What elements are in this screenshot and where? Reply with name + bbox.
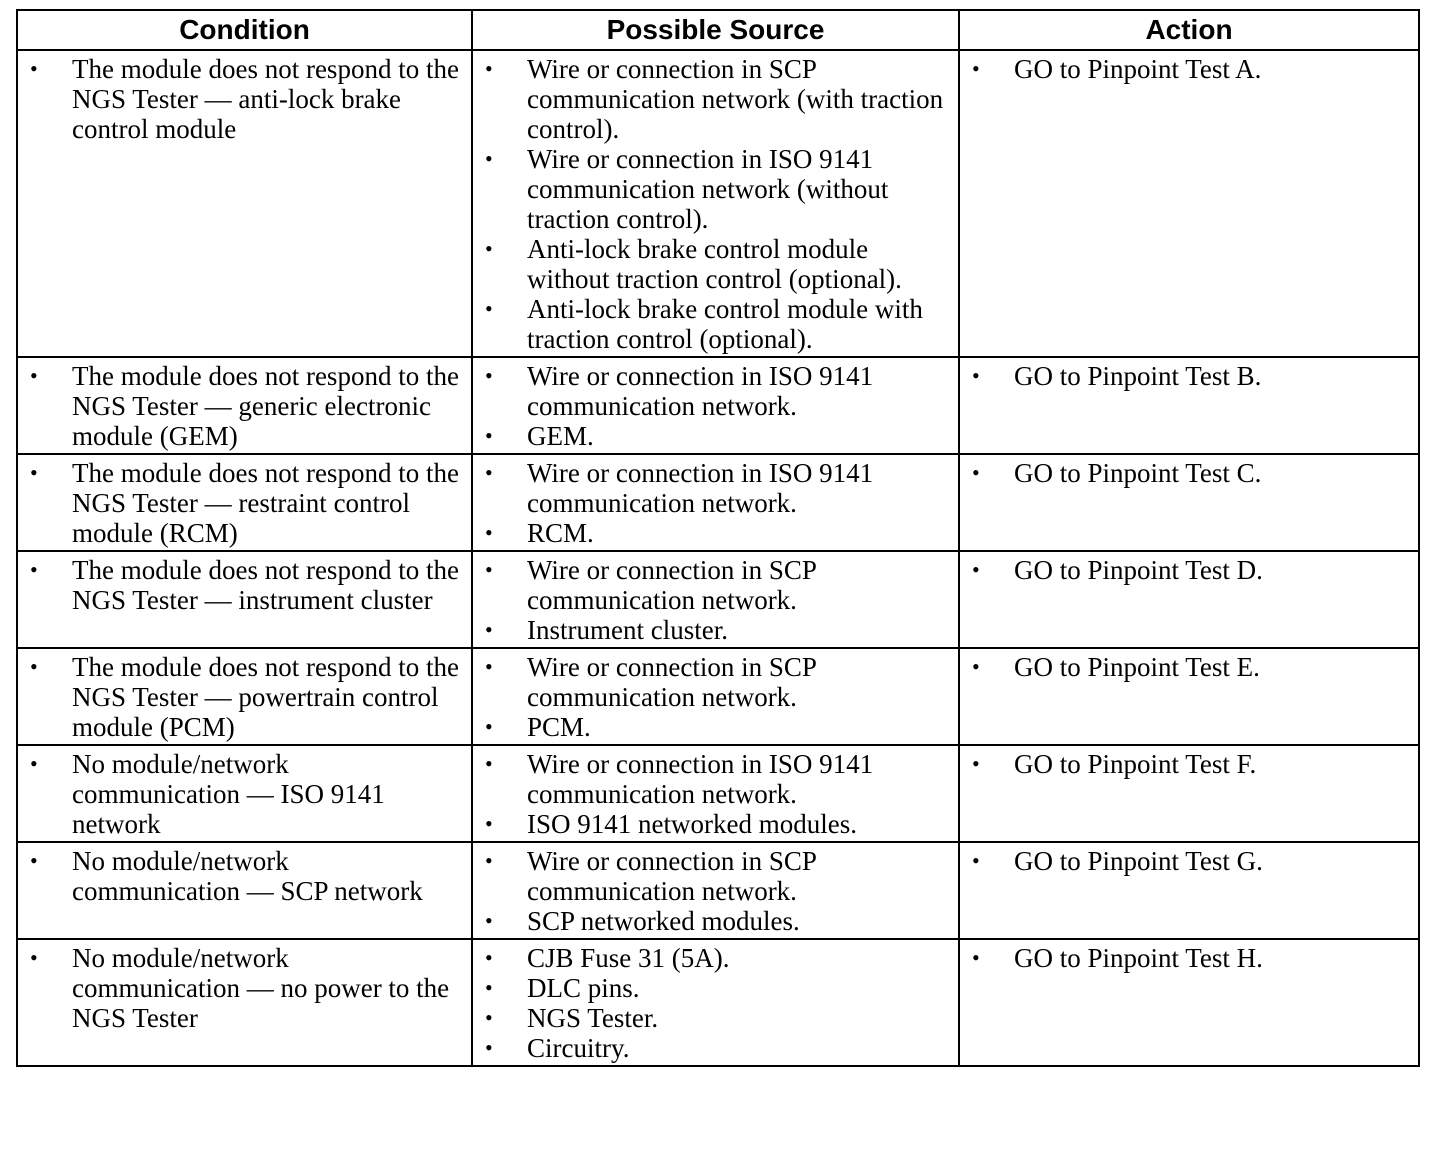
source-item: • Wire or connection in ISO 9141 communication network. (481, 458, 950, 518)
action-item: • GO to Pinpoint Test B. (968, 361, 1410, 391)
bullet-list (26, 361, 463, 451)
source-item: • Wire or connection in ISO 9141 communication network (without traction control). (481, 144, 950, 234)
bullet-list (26, 54, 463, 144)
source-item: • Anti-lock brake control module without traction control (optional). (481, 234, 950, 294)
condition-item: • The module does not respond to the NGS Tester — instrument cluster (26, 555, 463, 615)
action-cell (959, 454, 1419, 551)
source-item: • Instrument cluster. (481, 615, 950, 645)
bullet-list (968, 555, 1410, 585)
possible-source-cell (472, 551, 959, 648)
table-row (17, 454, 1419, 551)
condition-cell (17, 454, 472, 551)
action-item: • GO to Pinpoint Test G. (968, 846, 1410, 876)
action-item: • GO to Pinpoint Test H. (968, 943, 1410, 973)
source-item: • Wire or connection in SCP communication network. (481, 555, 950, 615)
source-item: • CJB Fuse 31 (5A). (481, 943, 950, 973)
condition-item: • No module/network communication — no power to the NGS Tester (26, 943, 463, 1033)
condition-cell (17, 50, 472, 357)
condition-cell (17, 648, 472, 745)
bullet-list (26, 458, 463, 548)
condition-cell (17, 551, 472, 648)
possible-source-cell (472, 357, 959, 454)
bullet-list (968, 54, 1410, 84)
possible-source-cell (472, 50, 959, 357)
bullet-list (481, 652, 950, 742)
bullet-list (26, 555, 463, 615)
action-cell (959, 842, 1419, 939)
bullet-list (968, 361, 1410, 391)
possible-source-cell (472, 842, 959, 939)
source-item: • Wire or connection in ISO 9141 communication network. (481, 361, 950, 421)
table-body (17, 50, 1419, 1066)
bullet-list (481, 749, 950, 839)
table-row (17, 50, 1419, 357)
possible-source-cell (472, 939, 959, 1066)
header-row (17, 10, 1419, 50)
symptom-chart-table (16, 9, 1420, 1067)
possible-source-cell (472, 648, 959, 745)
condition-item: • The module does not respond to the NGS Tester — powertrain control module (PCM) (26, 652, 463, 742)
source-item: • RCM. (481, 518, 950, 548)
table-row (17, 745, 1419, 842)
source-item: • SCP networked modules. (481, 906, 950, 936)
source-item: • Wire or connection in SCP communication network (with traction control). (481, 54, 950, 144)
condition-item: • The module does not respond to the NGS Tester — generic electronic module (GEM) (26, 361, 463, 451)
bullet-list (481, 54, 950, 354)
action-item: • GO to Pinpoint Test E. (968, 652, 1410, 682)
bullet-list (26, 749, 463, 839)
bullet-list (481, 361, 950, 451)
bullet-list (968, 652, 1410, 682)
bullet-list (481, 943, 950, 1063)
condition-cell (17, 745, 472, 842)
bullet-list (968, 749, 1410, 779)
action-cell (959, 939, 1419, 1066)
action-cell (959, 357, 1419, 454)
source-item: • Wire or connection in SCP communication network. (481, 652, 950, 712)
bullet-list (968, 943, 1410, 973)
table-row (17, 648, 1419, 745)
source-item: • ISO 9141 networked modules. (481, 809, 950, 839)
condition-cell (17, 939, 472, 1066)
bullet-list (26, 846, 463, 906)
condition-item: • The module does not respond to the NGS Tester — anti-lock brake control module (26, 54, 463, 144)
bullet-list (968, 458, 1410, 488)
action-cell (959, 551, 1419, 648)
table-row (17, 357, 1419, 454)
source-item: • PCM. (481, 712, 950, 742)
action-item: • GO to Pinpoint Test C. (968, 458, 1410, 488)
action-item: • GO to Pinpoint Test F. (968, 749, 1410, 779)
condition-item: • The module does not respond to the NGS Tester — restraint control module (RCM) (26, 458, 463, 548)
source-item: • Anti-lock brake control module with traction control (optional). (481, 294, 950, 354)
source-item: • NGS Tester. (481, 1003, 950, 1033)
bullet-list (481, 458, 950, 548)
possible-source-header: Possible Source (472, 10, 959, 50)
bullet-list (26, 652, 463, 742)
action-header: Action (959, 10, 1419, 50)
possible-source-cell (472, 454, 959, 551)
bullet-list (968, 846, 1410, 876)
bullet-list (481, 846, 950, 936)
source-item: • Wire or connection in ISO 9141 communication network. (481, 749, 950, 809)
source-item: • GEM. (481, 421, 950, 451)
condition-header: Condition (17, 10, 472, 50)
bullet-list (26, 943, 463, 1033)
action-item: • GO to Pinpoint Test A. (968, 54, 1410, 84)
action-item: • GO to Pinpoint Test D. (968, 555, 1410, 585)
condition-item: • No module/network communication — SCP network (26, 846, 463, 906)
condition-cell (17, 842, 472, 939)
source-item: • Circuitry. (481, 1033, 950, 1063)
condition-item: • No module/network communication — ISO 9141 network (26, 749, 463, 839)
action-cell (959, 745, 1419, 842)
source-item: • DLC pins. (481, 973, 950, 1003)
source-item: • Wire or connection in SCP communication network. (481, 846, 950, 906)
bullet-list (481, 555, 950, 645)
table-row (17, 551, 1419, 648)
action-cell (959, 648, 1419, 745)
condition-cell (17, 357, 472, 454)
possible-source-cell (472, 745, 959, 842)
table-row (17, 842, 1419, 939)
action-cell (959, 50, 1419, 357)
table-row (17, 939, 1419, 1066)
